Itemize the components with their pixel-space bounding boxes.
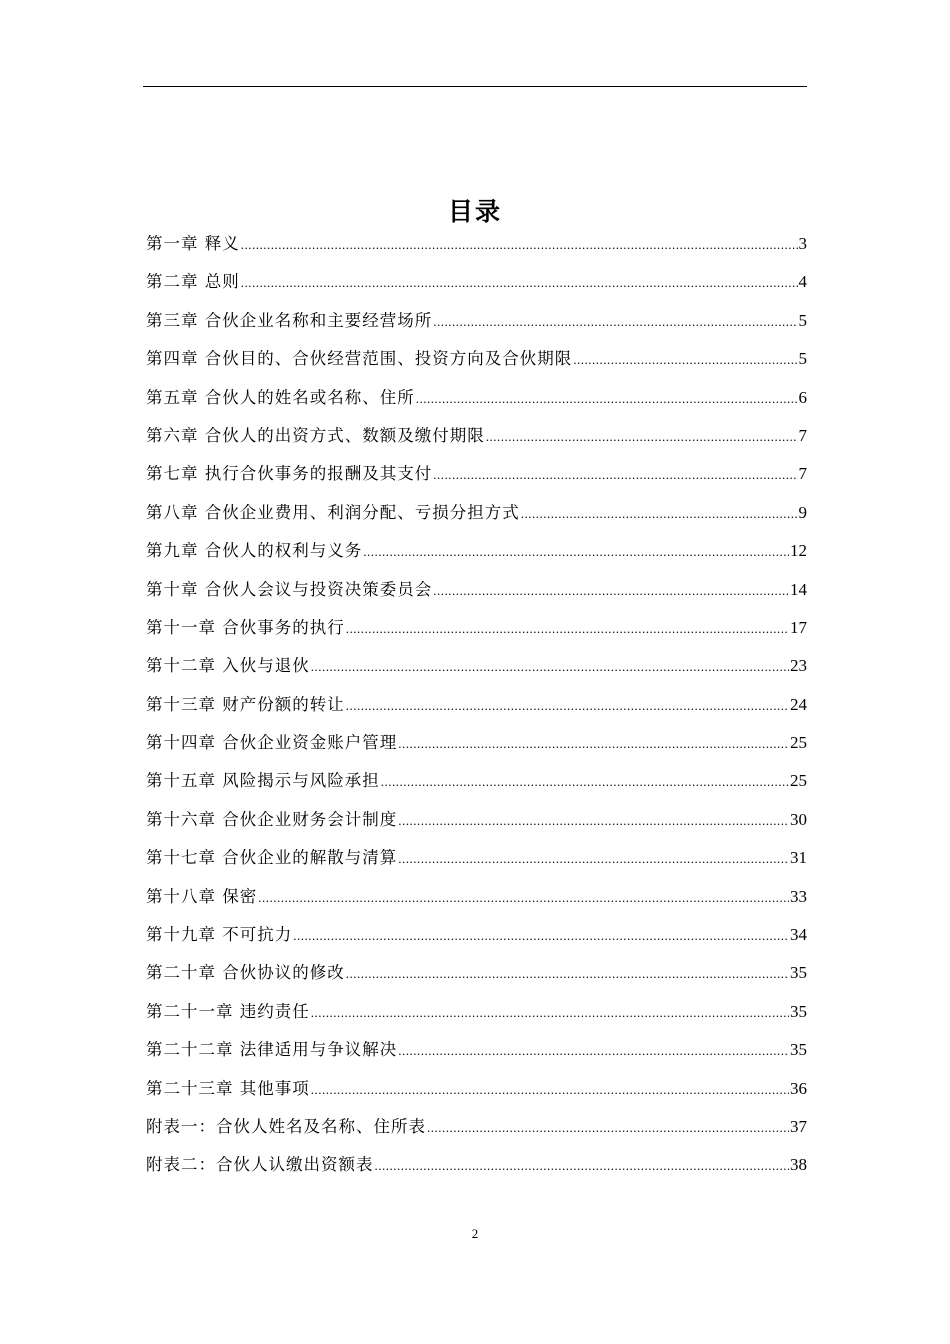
toc-entry-page: 5 bbox=[798, 310, 807, 330]
toc-dot-leader bbox=[311, 1000, 789, 1026]
toc-dot-leader bbox=[573, 347, 797, 373]
toc-entry[interactable] bbox=[146, 999, 807, 1037]
toc-dot-leader bbox=[433, 578, 789, 604]
toc-entry[interactable] bbox=[146, 538, 807, 576]
toc-entry-label: 第十章 合伙人会议与投资决策委员会 bbox=[146, 579, 433, 599]
toc-entry[interactable] bbox=[146, 922, 807, 960]
toc-entry-page: 34 bbox=[790, 925, 807, 945]
toc-entry[interactable] bbox=[146, 960, 807, 998]
toc-entry[interactable] bbox=[146, 730, 807, 768]
toc-dot-leader bbox=[258, 885, 789, 911]
toc-entry-page: 30 bbox=[790, 809, 807, 829]
toc-dot-leader bbox=[398, 808, 789, 834]
toc-dot-leader bbox=[398, 731, 789, 757]
toc-entry[interactable] bbox=[146, 500, 807, 538]
toc-entry[interactable] bbox=[146, 461, 807, 499]
toc-entry-page: 35 bbox=[790, 1040, 807, 1060]
toc-entry-label: 第二十二章 法律适用与争议解决 bbox=[146, 1040, 398, 1060]
toc-entry[interactable] bbox=[146, 615, 807, 653]
toc-dot-leader bbox=[486, 424, 798, 450]
toc-entry-label: 第十七章 合伙企业的解散与清算 bbox=[146, 848, 398, 868]
toc-entry-label: 第五章 合伙人的姓名或名称、住所 bbox=[146, 387, 415, 407]
toc-entry[interactable] bbox=[146, 231, 807, 269]
toc-entry-page: 14 bbox=[790, 579, 807, 599]
toc-dot-leader bbox=[346, 693, 789, 719]
toc-dot-leader bbox=[433, 309, 797, 335]
toc-entry-label: 第十四章 合伙企业资金账户管理 bbox=[146, 733, 398, 753]
toc-entry[interactable] bbox=[146, 1152, 807, 1190]
table-of-contents bbox=[146, 231, 807, 1191]
toc-entry-page: 17 bbox=[790, 617, 807, 637]
toc-entry-page: 9 bbox=[798, 502, 807, 522]
toc-entry[interactable] bbox=[146, 269, 807, 307]
toc-entry-label: 第九章 合伙人的权利与义务 bbox=[146, 541, 363, 561]
toc-entry[interactable] bbox=[146, 1037, 807, 1075]
toc-entry-page: 23 bbox=[790, 656, 807, 676]
toc-entry[interactable] bbox=[146, 1076, 807, 1114]
toc-entry-label: 第七章 执行合伙事务的报酬及其支付 bbox=[146, 464, 433, 484]
toc-entry-page: 25 bbox=[790, 771, 807, 791]
toc-entry[interactable] bbox=[146, 884, 807, 922]
toc-dot-leader bbox=[293, 923, 789, 949]
toc-dot-leader bbox=[521, 501, 798, 527]
toc-entry-page: 6 bbox=[798, 387, 807, 407]
toc-entry-page: 35 bbox=[790, 963, 807, 983]
toc-entry-label: 第十二章 入伙与退伙 bbox=[146, 656, 310, 676]
toc-entry-label: 附表二：合伙人认缴出资额表 bbox=[146, 1155, 374, 1175]
toc-entry-page: 5 bbox=[798, 349, 807, 369]
toc-dot-leader bbox=[241, 232, 798, 258]
toc-dot-leader bbox=[241, 270, 798, 296]
toc-title: 目录 bbox=[447, 196, 502, 226]
toc-entry-label: 附表一：合伙人姓名及名称、住所表 bbox=[146, 1116, 426, 1136]
toc-entry-page: 31 bbox=[790, 848, 807, 868]
toc-entry-page: 37 bbox=[790, 1116, 807, 1136]
toc-entry-label: 第八章 合伙企业费用、利润分配、亏损分担方式 bbox=[146, 502, 520, 522]
toc-entry-label: 第三章 合伙企业名称和主要经营场所 bbox=[146, 310, 433, 330]
toc-dot-leader bbox=[398, 1038, 789, 1064]
toc-entry[interactable] bbox=[146, 692, 807, 730]
toc-entry[interactable] bbox=[146, 768, 807, 806]
toc-entry-label: 第十一章 合伙事务的执行 bbox=[146, 617, 345, 637]
header-rule bbox=[143, 86, 807, 87]
toc-entry-label: 第六章 合伙人的出资方式、数额及缴付期限 bbox=[146, 425, 485, 445]
toc-dot-leader bbox=[433, 462, 797, 488]
toc-dot-leader bbox=[311, 654, 789, 680]
toc-entry-label: 第十五章 风险揭示与风险承担 bbox=[146, 771, 380, 791]
toc-entry-label: 第四章 合伙目的、合伙经营范围、投资方向及合伙期限 bbox=[146, 349, 573, 369]
toc-entry-page: 36 bbox=[790, 1078, 807, 1098]
toc-entry-page: 33 bbox=[790, 886, 807, 906]
toc-entry[interactable] bbox=[146, 308, 807, 346]
toc-entry-label: 第十九章 不可抗力 bbox=[146, 925, 293, 945]
toc-dot-leader bbox=[363, 539, 789, 565]
toc-entry-page: 35 bbox=[790, 1001, 807, 1021]
toc-entry[interactable] bbox=[146, 577, 807, 615]
toc-entry[interactable] bbox=[146, 385, 807, 423]
toc-entry-label: 第二十章 合伙协议的修改 bbox=[146, 963, 345, 983]
toc-entry[interactable] bbox=[146, 653, 807, 691]
toc-dot-leader bbox=[398, 846, 789, 872]
toc-dot-leader bbox=[346, 616, 789, 642]
toc-entry[interactable] bbox=[146, 845, 807, 883]
toc-entry-label: 第十三章 财产份额的转让 bbox=[146, 694, 345, 714]
toc-entry-label: 第二十三章 其他事项 bbox=[146, 1078, 310, 1098]
toc-entry-page: 4 bbox=[798, 272, 807, 292]
toc-entry-label: 第一章 释义 bbox=[146, 234, 240, 253]
toc-entry-label: 第二十一章 违约责任 bbox=[146, 1001, 310, 1021]
toc-dot-leader bbox=[416, 386, 798, 412]
toc-dot-leader bbox=[346, 961, 789, 987]
toc-entry-page: 24 bbox=[790, 694, 807, 714]
toc-entry[interactable] bbox=[146, 807, 807, 845]
toc-dot-leader bbox=[427, 1115, 789, 1141]
toc-entry-page: 12 bbox=[790, 541, 807, 561]
toc-entry-page: 7 bbox=[798, 425, 807, 445]
toc-entry[interactable] bbox=[146, 1114, 807, 1152]
toc-entry-page: 3 bbox=[798, 234, 807, 253]
page-number: 2 bbox=[471, 1226, 479, 1241]
toc-entry-page: 38 bbox=[790, 1155, 807, 1175]
toc-entry[interactable] bbox=[146, 423, 807, 461]
toc-dot-leader bbox=[375, 1153, 790, 1179]
toc-entry-label: 第十六章 合伙企业财务会计制度 bbox=[146, 809, 398, 829]
toc-entry-page: 25 bbox=[790, 733, 807, 753]
toc-dot-leader bbox=[381, 769, 789, 795]
toc-entry-page: 7 bbox=[798, 464, 807, 484]
toc-entry[interactable] bbox=[146, 346, 807, 384]
toc-entry-label: 第二章 总则 bbox=[146, 272, 240, 292]
toc-entry-label: 第十八章 保密 bbox=[146, 886, 258, 906]
toc-dot-leader bbox=[311, 1077, 789, 1103]
